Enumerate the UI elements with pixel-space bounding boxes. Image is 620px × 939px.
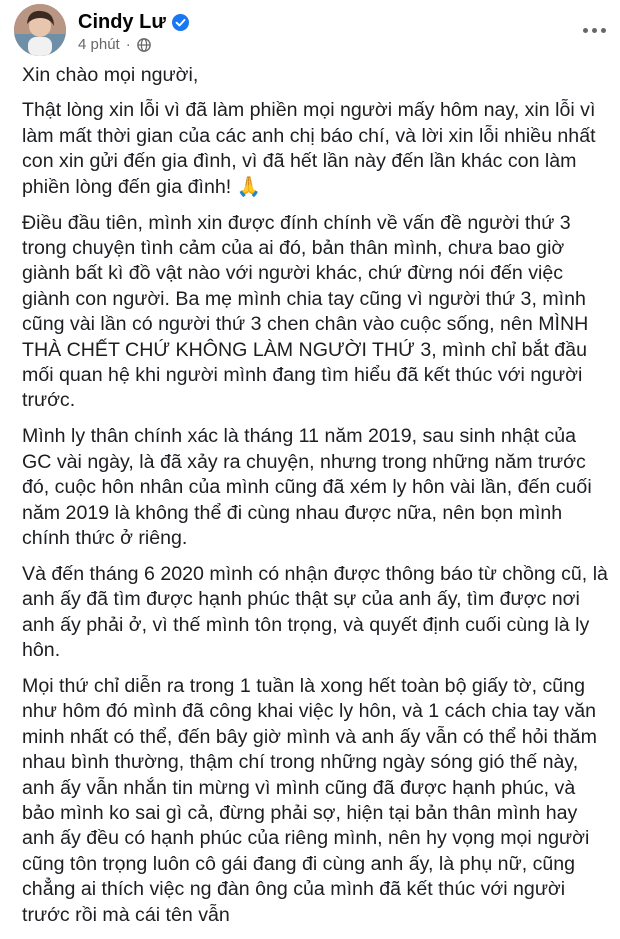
post-time[interactable]: 4 phút: [78, 36, 120, 53]
author-name[interactable]: Cindy Lư: [78, 11, 166, 33]
avatar[interactable]: [14, 4, 66, 56]
globe-icon[interactable]: [137, 38, 151, 52]
post-header: [14, 4, 614, 60]
meta-separator: ·: [125, 36, 131, 53]
post-paragraph: Và đến tháng 6 2020 mình có nhận được thông báo từ chồng cũ, là anh ấy đã tìm được hạnh phúc thật sự của anh ấy, tìm được nơi anh ấy phải ở, vì thế mình tôn trọng, và quyết định cuối cùng là ly hôn.: [22, 562, 608, 662]
author-row: [78, 10, 189, 34]
post-paragraph: Thật lòng xin lỗi vì đã làm phiền mọi người mấy hôm nay, xin lỗi vì làm mất thời gian của các anh chị báo chí, và lời xin lỗi nhiều nhất con xin gửi đến gia đình, vì đã hết lần này đến lần khác con làm phiền lòng đến gia đình! 🙏: [22, 99, 596, 198]
more-dot-icon: [601, 28, 606, 33]
post-paragraph: Điều đầu tiên, mình xin được đính chính về vấn đề người thứ 3 trong chuyện tình cảm của ai đó, bản thân mình, chưa bao giờ giành bất kì đồ vật nào với người khác, chứ đừng nói đến việc giành con người. Ba mẹ mình chia tay cũng vì người thứ 3, mình cũng vài lần có người thứ 3 chen chân vào cuộc sống, nên MÌNH THÀ CHẾT CHỨ KHÔNG LÀM NGƯỜI THỨ 3, mình chỉ bắt đầu mối quan hệ khi người mình đang tìm hiểu đã kết thúc với người trước.: [22, 211, 589, 412]
more-dot-icon: [583, 28, 588, 33]
post-paragraph: Mình ly thân chính xác là tháng 11 năm 2019, sau sinh nhật của GC vài ngày, là đã xảy ra chuyện, nhưng trong những năm trước đó, cuộc hôn nhân của mình cũng đã xém ly hôn vài lần, đến cuối năm 2019 là không thể đi cùng nhau được nữa, nên bọn mình chính thức ở riêng.: [22, 425, 592, 549]
post-paragraph: Mọi thứ chỉ diễn ra trong 1 tuần là xong hết toàn bộ giấy tờ, cũng như hôm đó mình đã công khai việc ly hôn, và 1 cách chia tay văn minh nhất có thể, đến bây giờ mình và anh ấy vẫn có thể hỏi thăm nhau bình thường, thậm chí trong những ngày sóng gió thế này, anh ấy vẫn nhắn tin mừng vì mình cũng đã được hạnh phúc, và bảo mình ko sai gì cả, đừng phải sợ, hiện tại bản thân mình hay anh ấy đều có hạnh phúc của riêng mình, nên hy vọng mọi người cũng tôn trọng luôn cô gái đang đi cùng anh ấy, là phụ nữ, cũng chẳng ai thích việc ng đàn ông của mình đã kết thúc với người trước rồi mà cái tên vẫn: [22, 674, 597, 926]
post-meta: [78, 36, 151, 54]
verified-badge-icon: [172, 14, 189, 31]
avatar-photo: [14, 4, 66, 56]
more-dot-icon: [592, 28, 597, 33]
post-paragraph: Xin chào mọi người,: [22, 64, 199, 86]
post-content: [22, 63, 608, 939]
more-options-button[interactable]: [576, 18, 612, 42]
